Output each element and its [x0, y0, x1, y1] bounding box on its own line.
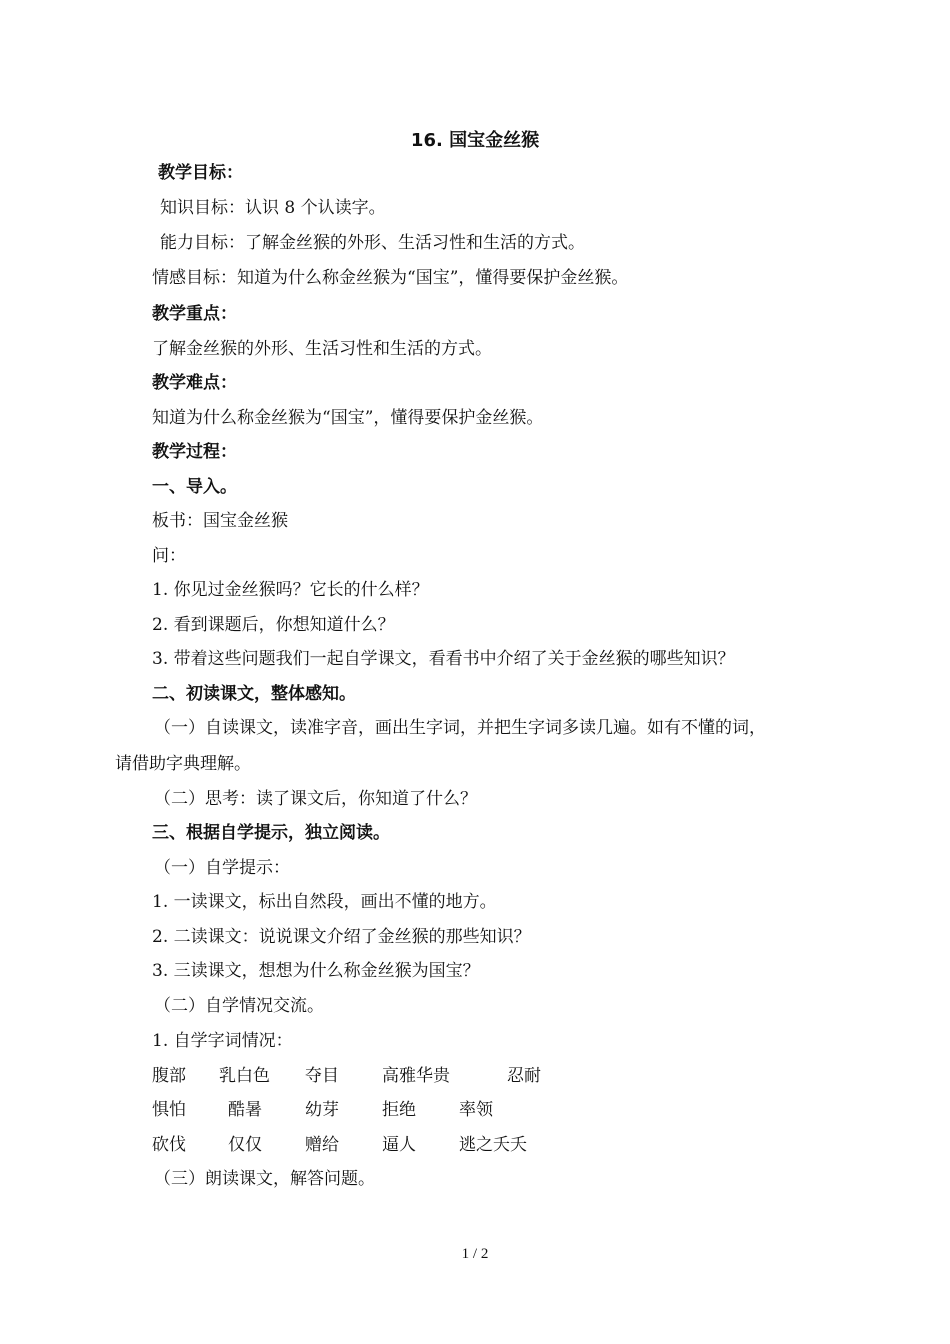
vocab-word: 惧怕 — [152, 1100, 186, 1120]
hint-3: 3. 三读课文，想想为什么称金丝猴为国宝？ — [152, 961, 480, 981]
question-3: 3. 带着这些问题我们一起自学课文，看看书中介绍了关于金丝猴的哪些知识？ — [152, 649, 735, 669]
section-2-heading: 二、初读课文，整体感知。 — [152, 684, 356, 704]
difficulty-text: 知道为什么称金丝猴为“国宝”，懂得要保护金丝猴。 — [152, 408, 544, 428]
section-1-heading: 一、导入。 — [152, 477, 237, 497]
vocab-word: 幼芽 — [305, 1100, 339, 1120]
key-point-text: 了解金丝猴的外形、生活习性和生活的方式。 — [152, 339, 492, 359]
vocab-word: 腹部 — [152, 1066, 186, 1086]
emotion-objective: 情感目标：知道为什么称金丝猴为“国宝”，懂得要保护金丝猴。 — [152, 268, 629, 288]
board-writing: 板书：国宝金丝猴 — [152, 511, 288, 531]
vocab-word: 砍伐 — [152, 1135, 186, 1155]
page-title: 16. 国宝金丝猴 — [410, 130, 540, 151]
self-read-line-1: （一）自读课文，读准字音，画出生字词，并把生字词多读几遍。如有不懂的词， — [154, 718, 766, 738]
ability-objective: 能力目标：了解金丝猴的外形、生活习性和生活的方式。 — [160, 233, 585, 253]
self-read-line-2: 请借助字典理解。 — [115, 754, 251, 774]
vocab-label: 1. 自学字词情况： — [152, 1031, 293, 1051]
ask-label: 问： — [152, 546, 186, 566]
difficulty-heading: 教学难点： — [152, 373, 237, 393]
study-hint: （一）自学提示： — [154, 858, 290, 878]
vocab-word: 仅仅 — [228, 1135, 262, 1155]
section-3-heading: 三、根据自学提示，独立阅读。 — [152, 823, 390, 843]
hint-1: 1. 一读课文，标出自然段，画出不懂的地方。 — [152, 892, 497, 912]
vocab-word: 率领 — [459, 1100, 493, 1120]
vocab-word: 乳白色 — [219, 1066, 270, 1086]
knowledge-objective: 知识目标：认识 8 个认读字。 — [160, 198, 386, 218]
vocab-word: 赠给 — [305, 1135, 339, 1155]
exchange-line: （二）自学情况交流。 — [154, 996, 324, 1016]
vocab-word: 高雅华贵 — [382, 1066, 450, 1086]
think-line: （二）思考：读了课文后，你知道了什么？ — [154, 789, 477, 809]
vocab-word: 逃之夭夭 — [459, 1135, 527, 1155]
page-number: 1 / 2 — [461, 1246, 489, 1262]
hint-2: 2. 二读课文：说说课文介绍了金丝猴的那些知识？ — [152, 927, 531, 947]
vocab-word: 拒绝 — [382, 1100, 416, 1120]
vocab-word: 逼人 — [382, 1135, 416, 1155]
process-heading: 教学过程： — [152, 442, 237, 462]
question-1: 1. 你见过金丝猴吗？它长的什么样？ — [152, 580, 429, 600]
question-2: 2. 看到课题后，你想知道什么？ — [152, 615, 395, 635]
vocab-word: 忍耐 — [507, 1066, 541, 1086]
read-aloud-line: （三）朗读课文，解答问题。 — [154, 1169, 375, 1189]
objectives-heading: 教学目标： — [158, 163, 243, 183]
vocab-word: 夺目 — [305, 1066, 339, 1086]
key-point-heading: 教学重点： — [152, 304, 237, 324]
vocab-word: 酷暑 — [228, 1100, 262, 1120]
